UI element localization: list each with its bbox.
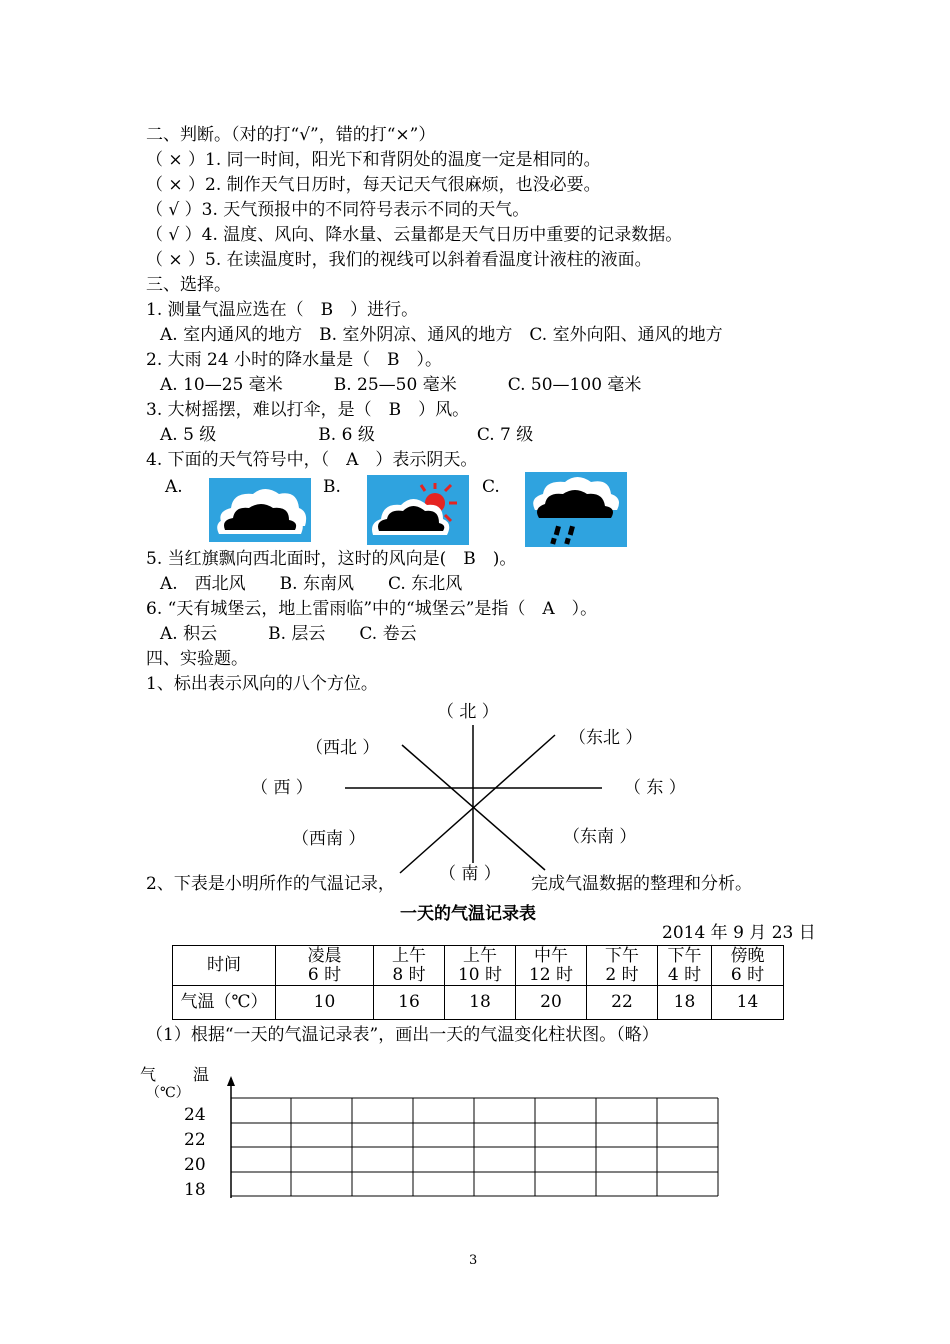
sub-question-1: （1）根据“一天的气温记录表”，画出一天的气温变化柱状图。（略）	[146, 1025, 659, 1045]
table-temp-cell: 20	[516, 986, 587, 1020]
table-time-cell: 傍晚 6 时	[712, 946, 784, 986]
blank-bar-chart-grid	[222, 1074, 722, 1200]
table-temp-cell: 18	[445, 986, 516, 1020]
choice-q2-options: A. 10—25 毫米 B. 25—50 毫米 C. 50—100 毫米	[160, 375, 642, 395]
compass-east-label: （ 东 ）	[624, 778, 686, 798]
page-number: 3	[469, 1253, 478, 1268]
partly-cloudy-icon	[367, 475, 469, 545]
choice-q3: 3. 大树摇摆，难以打伞，是（ B ）风。	[146, 400, 470, 420]
compass-west-label: （ 西 ）	[251, 778, 313, 798]
choice-q6: 6. “天有城堡云，地上雷雨临”中的“城堡云”是指（ A ）。	[146, 599, 598, 619]
overcast-cloud-icon	[209, 478, 311, 542]
table-date: 2014 年 9 月 23 日	[662, 923, 816, 943]
table-header-label: 时间	[173, 946, 276, 986]
judge-item-4: （ √ ）4. 温度、风向、降水量、云量都是天气日历中重要的记录数据。	[146, 225, 683, 245]
compass-northwest-label: （西北 ）	[306, 738, 380, 758]
table-row	[173, 986, 784, 1020]
table-time-cell: 上午 8 时	[374, 946, 445, 986]
table-temp-cell: 14	[712, 986, 784, 1020]
experiment-q2-tail: 完成气温数据的整理和分析。	[531, 874, 752, 894]
table-time-cell: 上午 10 时	[445, 946, 516, 986]
compass-southeast-label: （东南 ）	[563, 827, 637, 847]
table-time-cell: 下午 2 时	[587, 946, 658, 986]
grid-tick-label: 22	[184, 1130, 206, 1150]
table-time-cell: 中午 12 时	[516, 946, 587, 986]
temperature-table	[172, 945, 784, 1020]
compass-southwest-label: （西南 ）	[292, 829, 366, 849]
grid-unit: （℃）	[146, 1085, 190, 1101]
grid-tick-label: 24	[184, 1105, 206, 1125]
option-c-label: C.	[482, 477, 500, 497]
rain-cloud-icon	[525, 472, 627, 547]
compass-northeast-label: （东北 ）	[569, 728, 643, 748]
table-temp-label: 气温（℃）	[173, 986, 276, 1020]
option-a-label: A.	[165, 477, 183, 497]
choice-q4: 4. 下面的天气符号中，（ A ）表示阴天。	[146, 450, 478, 470]
judge-item-2: （ × ）2. 制作天气日历时，每天记天气很麻烦，也没必要。	[146, 175, 601, 195]
choice-q5: 5. 当红旗飘向西北面时，这时的风向是( B )。	[146, 549, 517, 569]
experiment-q1: 1、标出表示风向的八个方位。	[146, 674, 378, 694]
judge-item-5: （ × ）5. 在读温度时，我们的视线可以斜着看温度计液柱的液面。	[146, 250, 652, 270]
judge-item-1: （ × ）1. 同一时间，阳光下和背阴处的温度一定是相同的。	[146, 150, 601, 170]
choice-q1: 1. 测量气温应选在（ B ）进行。	[146, 300, 419, 320]
section-3-title: 三、选择。	[146, 275, 231, 295]
compass-south-label: （ 南 ）	[435, 863, 505, 885]
choice-q6-options: A. 积云 B. 层云 C. 卷云	[160, 624, 417, 644]
table-title: 一天的气温记录表	[400, 904, 536, 924]
section-2-title: 二、判断。（对的打“√”，错的打“×”）	[146, 125, 436, 145]
grid-ylabel-wen: 温	[193, 1065, 210, 1084]
grid-ylabel-qi: 气	[140, 1065, 157, 1084]
choice-q2: 2. 大雨 24 小时的降水量是（ B ）。	[146, 350, 443, 370]
judge-item-3: （ √ ）3. 天气预报中的不同符号表示不同的天气。	[146, 200, 530, 220]
table-temp-cell: 22	[587, 986, 658, 1020]
table-temp-cell: 16	[374, 986, 445, 1020]
grid-tick-label: 18	[184, 1180, 206, 1200]
compass-north-label: （ 北 ）	[437, 702, 499, 722]
table-time-cell: 下午 4 时	[658, 946, 712, 986]
table-time-cell: 凌晨 6 时	[276, 946, 374, 986]
option-b-label: B.	[323, 477, 341, 497]
choice-q3-options: A. 5 级 B. 6 级 C. 7 级	[160, 425, 534, 445]
grid-tick-label: 20	[184, 1155, 206, 1175]
experiment-q2: 2、下表是小明所作的气温记录，	[146, 874, 395, 894]
section-4-title: 四、实验题。	[146, 649, 248, 669]
choice-q1-options: A. 室内通风的地方 B. 室外阴凉、通风的地方 C. 室外向阳、通风的地方	[160, 325, 723, 345]
table-row	[173, 946, 784, 986]
table-temp-cell: 10	[276, 986, 374, 1020]
table-temp-cell: 18	[658, 986, 712, 1020]
choice-q5-options: A. 西北风 B. 东南风 C. 东北风	[160, 574, 463, 594]
